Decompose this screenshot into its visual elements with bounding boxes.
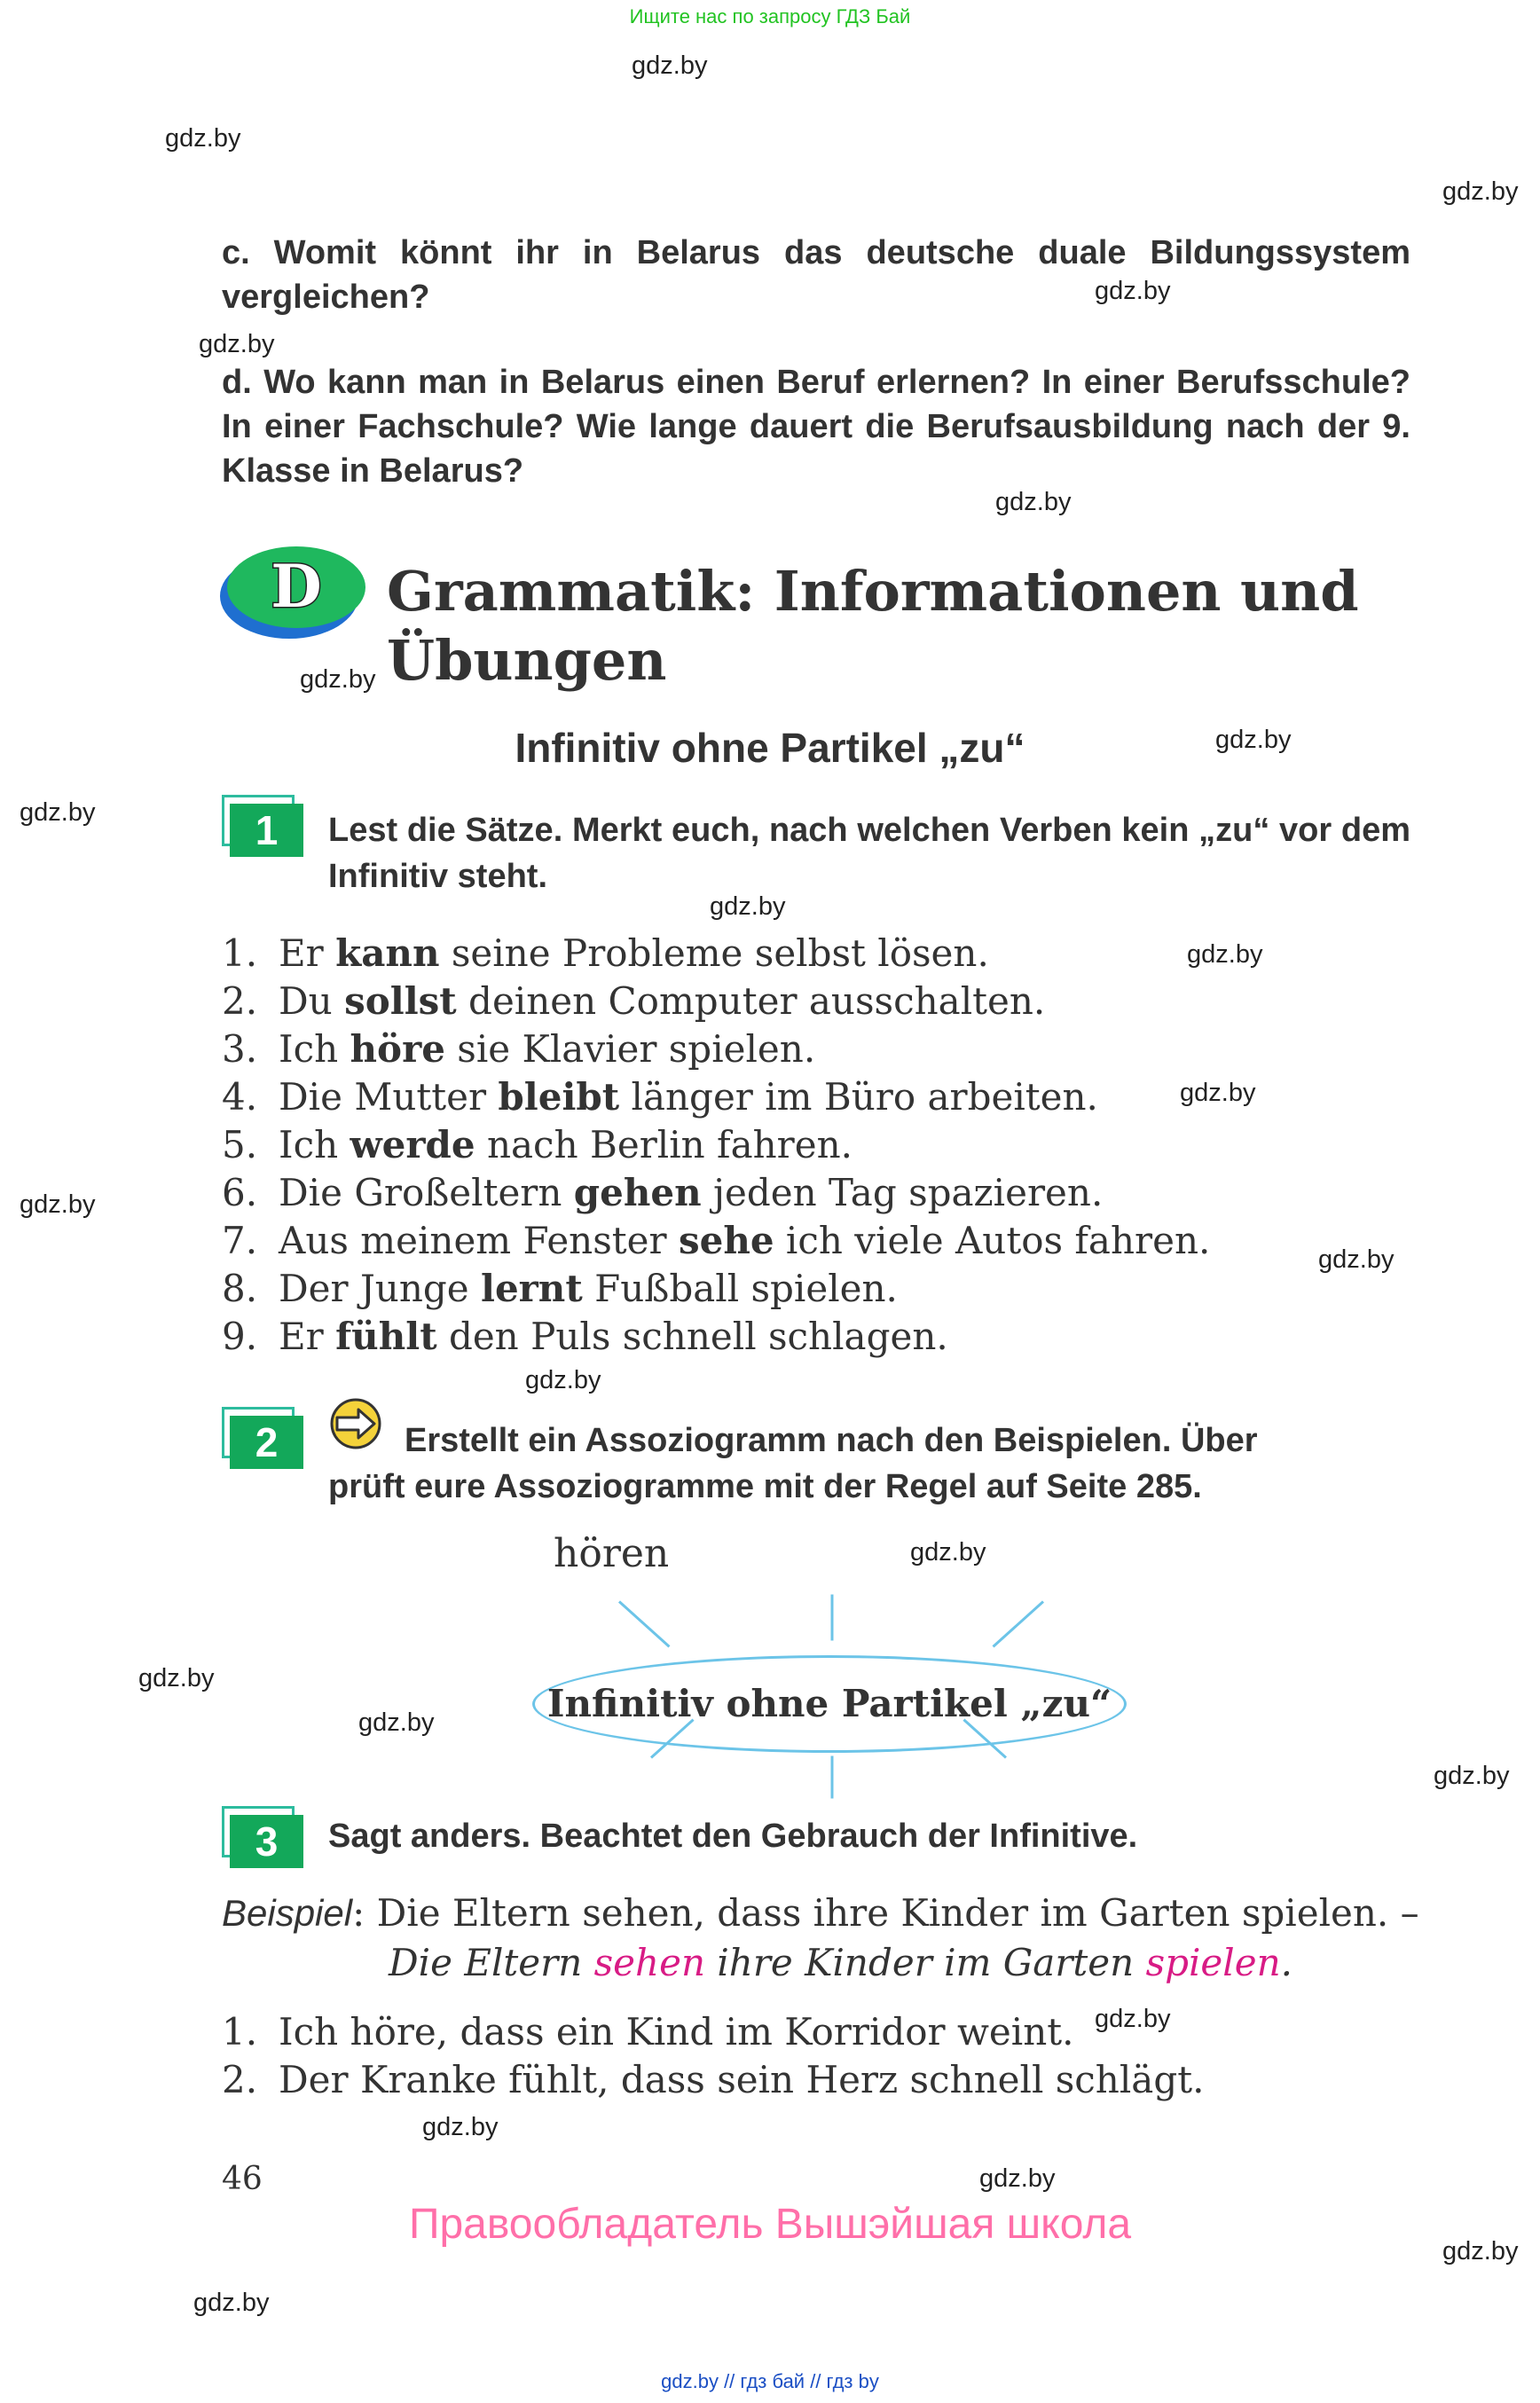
sentence-part: Aus meinem Fenster [279, 1219, 679, 1262]
sentence-part: deinen Computer ausschalten. [456, 979, 1046, 1023]
subtitle: Infinitiv ohne Partikel „zu“ [515, 725, 1025, 771]
sentence-part: werde [350, 1123, 475, 1166]
watermark: gdz.by [20, 1190, 96, 1219]
watermark: gdz.by [165, 124, 241, 153]
example-answer-part: Die Eltern [389, 1941, 594, 1984]
copyright-owner: Правообладатель Вышэйшая школа [408, 2201, 1132, 2248]
watermark: gdz.by [300, 665, 376, 694]
watermark: gdz.by [1442, 177, 1519, 206]
sentence-part: 2. [222, 2058, 258, 2101]
watermark: gdz.by [138, 1664, 215, 1692]
task-1-sentence [222, 1025, 1210, 1073]
sentence-part: höre [350, 1027, 445, 1071]
section-d-badge [218, 543, 367, 640]
task-3-number-badge [222, 1806, 303, 1868]
watermark: gdz.by [1180, 1079, 1256, 1107]
section-title-line2: Übungen [387, 628, 667, 693]
task-1-sentence [222, 1073, 1210, 1121]
sentence-part: lernt [481, 1267, 583, 1310]
example-answer-part: . [1280, 1941, 1292, 1984]
sentence-part: gehen [573, 1171, 702, 1214]
page-number: 46 [222, 2161, 263, 2197]
diagram-word: hören [554, 1531, 670, 1576]
sentence-part: 1. [222, 931, 258, 975]
sentence-part: jeden Tag spazieren. [701, 1171, 1104, 1214]
sentence-part: 6. [222, 1171, 258, 1214]
question-c: c. Womit könnt ihr in Belarus das deutsche duale Bildungssystem vergleichen? [222, 234, 1410, 316]
task-1-sentence [222, 1313, 1210, 1361]
sentence-part: den Puls schnell schlagen. [436, 1315, 948, 1358]
top-banner: Ищите нас по запросу ГДЗ Бай [629, 5, 911, 27]
sentence-part: Die Großeltern [279, 1171, 574, 1214]
task-1-sentence [222, 1121, 1210, 1169]
watermark: gdz.by [1187, 940, 1263, 969]
sentence-part: sie Klavier spielen. [444, 1027, 816, 1071]
watermark: gdz.by [910, 1538, 986, 1567]
example-answer-verb: spielen [1145, 1941, 1281, 1984]
diagram-ray [831, 1595, 834, 1641]
sentence-part: seine Probleme selbst lösen. [439, 931, 989, 975]
sentence-part: Fußball spielen. [582, 1267, 898, 1310]
sentence-part: 3. [222, 1027, 258, 1071]
sentence-part: 5. [222, 1123, 258, 1166]
sentence-part: Ich [279, 1123, 350, 1166]
sentence-part: 9. [222, 1315, 258, 1358]
section-title-line1: Grammatik: Informationen und [387, 559, 1359, 624]
example-answer [389, 1939, 1292, 1987]
watermark: gdz.by [995, 488, 1072, 516]
watermark: gdz.by [1095, 277, 1171, 305]
watermark: gdz.by [20, 798, 96, 827]
task-1-sentence [222, 1265, 1210, 1313]
sentence-part: sehe [678, 1219, 774, 1262]
sentence-part: 1. [222, 2010, 258, 2054]
watermark: gdz.by [199, 330, 275, 358]
sentence-part: ich viele Autos fahren. [774, 1219, 1211, 1262]
task-3-sentence [222, 2008, 1204, 2056]
example-line [222, 1889, 1419, 1937]
watermark: gdz.by [1434, 1762, 1510, 1790]
watermark: gdz.by [525, 1366, 601, 1394]
task-3-instruction: Sagt anders. Beachtet den Gebrauch der Infinitive. [328, 1818, 1138, 1855]
diagram-ray [618, 1600, 670, 1647]
example-answer-verb: sehen [593, 1941, 705, 1984]
sentence-part: 4. [222, 1075, 258, 1119]
diagram-center-label: Infinitiv ohne Partikel „zu“ [546, 1682, 1112, 1725]
task-1-sentence [222, 930, 1210, 978]
sentence-part: Der Kranke fühlt, dass sein Herz schnell schlägt. [279, 2058, 1205, 2101]
sentence-part: Ich höre, dass ein Kind im Korridor weint. [279, 2010, 1074, 2054]
diagram-ray [993, 1600, 1044, 1647]
sentence-part: Der Junge [279, 1267, 481, 1310]
example-sentence: : Die Eltern sehen, dass ihre Kinder im Garten spielen. – [352, 1891, 1419, 1935]
task-3-sentence-list [222, 2008, 1204, 2104]
task-2-number-badge [222, 1407, 303, 1469]
sentence-part: 2. [222, 979, 258, 1023]
diagram-ray [831, 1756, 834, 1799]
example-label: Beispiel [222, 1892, 353, 1934]
task-1-sentence [222, 978, 1210, 1025]
sentence-part: Du [279, 979, 345, 1023]
task-1-sentence-list [222, 930, 1210, 1361]
watermark: gdz.by [1318, 1245, 1395, 1274]
watermark: gdz.by [193, 2289, 270, 2317]
section-title [387, 557, 1359, 695]
task-1-sentence [222, 1217, 1210, 1265]
task-2-instruction-line2: prüft eure Assoziogramme mit der Regel auf Seite 285 [328, 1468, 1193, 1505]
watermark: gdz.by [632, 51, 708, 80]
task-1-number-badge [222, 795, 303, 857]
watermark: gdz.by [422, 2113, 499, 2141]
task-3-sentence [222, 2056, 1204, 2104]
sentence-part: Die Mutter [279, 1075, 499, 1119]
sentence-part: Er [279, 1315, 336, 1358]
task-1-instruction: Lest die Sätze. Merkt euch, nach welchen Verben kein „zu“ vor dem Infinitiv steht. [328, 812, 1410, 895]
watermark: gdz.by [1215, 726, 1292, 754]
task-1-number: 1 [230, 804, 303, 857]
task-2-instruction-line1: Erstellt ein Assoziogramm nach den Beispielen. Über [405, 1422, 1258, 1459]
sentence-part: Er [279, 931, 336, 975]
sentence-part: nach Berlin fahren. [475, 1123, 853, 1166]
example-answer-part: ihre Kinder im Garten [705, 1941, 1146, 1984]
sentence-part: länger im Büro arbeiten. [619, 1075, 1098, 1119]
sentence-part: kann [335, 931, 440, 975]
sentence-part: 8. [222, 1267, 258, 1310]
task-3-number: 3 [230, 1815, 303, 1868]
watermark: gdz.by [1442, 2237, 1519, 2266]
sentence-part: Ich [279, 1027, 350, 1071]
watermark: gdz.by [979, 2164, 1056, 2193]
watermark: gdz.by [710, 892, 786, 921]
task-2-instruction [328, 1417, 1410, 1510]
task-1-sentence [222, 1169, 1210, 1217]
task-2-instruction-end: . [1192, 1468, 1202, 1505]
question-d: d. Wo kann man in Belarus einen Beruf erlernen? In einer Berufsschule? In einer Fachschule? Wie lange dauert die Berufsausbildung nach der 9. Klasse in Belarus? [222, 364, 1410, 490]
bottom-links[interactable]: gdz.by // гдз бай // гдз by [661, 2370, 879, 2392]
watermark: gdz.by [1095, 2005, 1171, 2033]
task-2-number: 2 [230, 1416, 303, 1469]
sentence-part: bleibt [498, 1075, 620, 1119]
sentence-part: 7. [222, 1219, 258, 1262]
watermark: gdz.by [358, 1708, 435, 1737]
sentence-part: sollst [344, 979, 457, 1023]
section-letter: D [271, 552, 322, 621]
sentence-part: fühlt [335, 1315, 437, 1358]
